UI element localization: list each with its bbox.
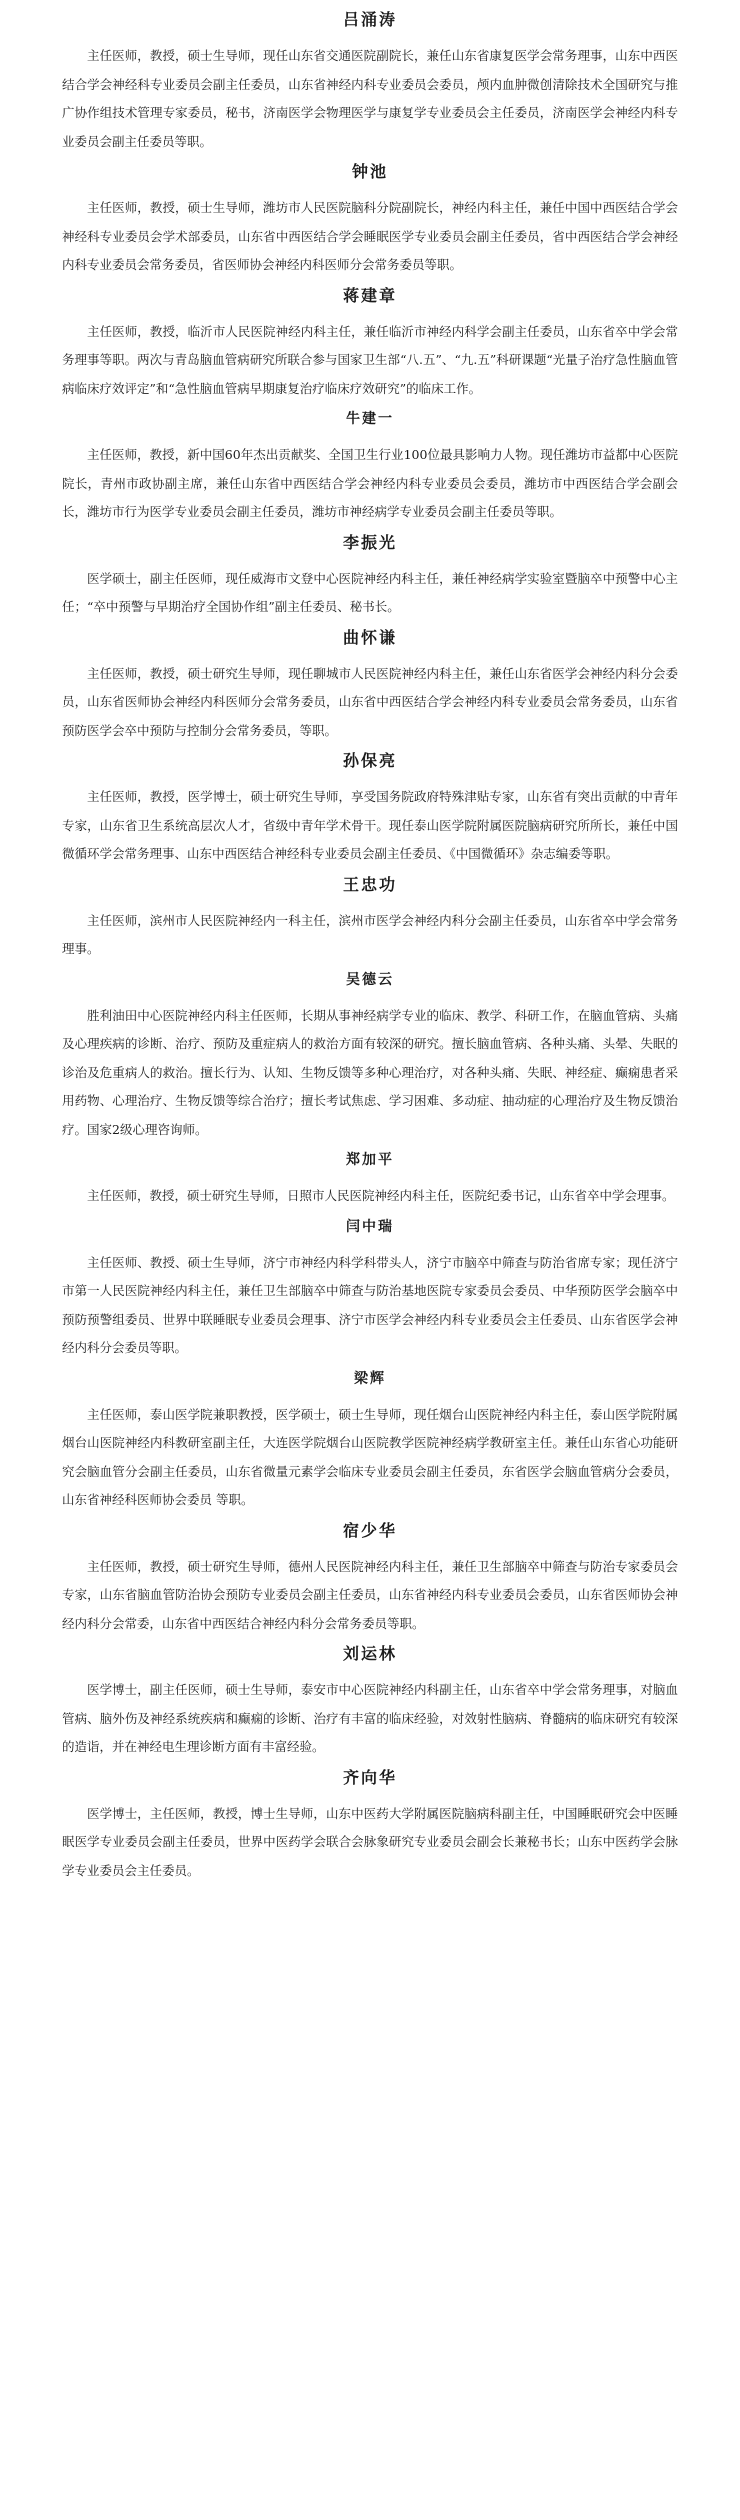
profile-name: 孙保亮 (342, 751, 397, 770)
profile-entry (62, 751, 678, 869)
profile-bio: 医学博士，主任医师，教授，博士生导师，山东中医药大学附属医院脑病科副主任，中国睡眠研究会中医睡眠医学专业委员会副主任委员，世界中医药学会联合会脉象研究专业委员会副会长兼秘书长；山东中医药学会脉学专业委员会主任委员。 (62, 1805, 678, 1878)
profile-bio: 主任医师，教授，医学博士，硕士研究生导师，享受国务院政府特殊津贴专家，山东省有突出贡献的中青年专家，山东省卫生系统高层次人才，省级中青年学术骨干。现任泰山医学院附属医院脑病研究所所长，兼任中国微循环学会常务理事、山东中西医结合神经科专业委员会副主任委员、《中国微循环》杂志编委等职。 (62, 789, 678, 861)
profile-entry (62, 533, 678, 622)
profile-bio: 主任医师，教授，硕士生导师，现任山东省交通医院副院长，兼任山东省康复医学会常务理事，山东中西医结合学会神经科专业委员会副主任委员，山东省神经内科专业委员会委员，颅内血肿微创清除技术全国研究与推广协作组技术管理专家委员，秘书，济南医学会物理医学与康复学专业委员会主任委员，济南医学会神经内科专业委员会副主任委员等职。 (62, 48, 678, 149)
profile-entry (62, 1644, 678, 1762)
profile-name: 牛建一 (346, 411, 394, 427)
profile-bio: 主任医师，滨州市人民医院神经内一科主任，滨州市医学会神经内科分会副主任委员，山东省卒中学会常务理事。 (62, 912, 678, 956)
profile-entry (62, 10, 678, 156)
profile-bio: 胜利油田中心医院神经内科主任医师，长期从事神经病学专业的临床、教学、科研工作，在脑血管病、头痛及心理疾病的诊断、治疗、预防及重症病人的救治方面有较深的研究。擅长脑血管病、各种头痛、头晕、失眠的诊治及危重病人的救治。擅长行为、认知、生物反馈等多种心理治疗，对各种头痛、失眠、神经症、癫痫患者采用药物、心理治疗、生物反馈等综合治疗；擅长考试焦虑、学习困难、多动症、抽动症的心理治疗及生物反馈治疗。国家2级心理咨询师。 (62, 1007, 678, 1137)
profile-bio: 主任医师、教授、硕士生导师，济宁市神经内科学科带头人，济宁市脑卒中筛查与防治省席专家；现任济宁市第一人民医院神经内科主任，兼任卫生部脑卒中筛查与防治基地医院专家委员会委员、中华预防医学会脑卒中预防预警组委员、世界中联睡眠专业委员会理事、济宁市医学会神经内科专业委员会主任委员、山东省医学会神经内科分会委员等职。 (62, 1254, 678, 1355)
profile-name: 吕涌涛 (342, 10, 397, 29)
profile-name: 宿少华 (342, 1520, 397, 1540)
profile-entry (62, 1150, 678, 1211)
profile-name: 闫中瑞 (346, 1218, 394, 1235)
profile-entry (62, 1768, 678, 1886)
profile-entry (62, 286, 678, 404)
profile-name: 王忠功 (342, 874, 397, 894)
profile-name: 齐向华 (342, 1767, 397, 1787)
profile-name: 李振光 (342, 532, 397, 552)
profile-bio: 医学硕士，副主任医师，现任威海市文登中心医院神经内科主任，兼任神经病学实验室暨脑卒中预警中心主任；“卒中预警与早期治疗全国协作组”副主任委员、秘书长。 (62, 570, 678, 614)
profile-bio: 主任医师，教授，硕士研究生导师，日照市人民医院神经内科主任，医院纪委书记，山东省卒中学会理事。 (87, 1188, 675, 1203)
profile-name: 蒋建章 (342, 285, 397, 305)
profile-bio: 主任医师，教授，硕士研究生导师，现任聊城市人民医院神经内科主任，兼任山东省医学会神经内科分会委员，山东省医师协会神经内科医师分会常务委员，山东省中西医结合学会神经内科专业委员会常务委员，山东省预防医学会卒中预防与控制分会常务委员，等职。 (62, 665, 678, 738)
profile-entry (62, 1217, 678, 1363)
profile-bio: 主任医师，教授，临沂市人民医院神经内科主任，兼任临沂市神经内科学会副主任委员，山东省卒中学会常务理事等职。两次与青岛脑血管病研究所联合参与国家卫生部“八.五”、“九.五”科研课题“光量子治疗急性脑血管病临床疗效评定”和“急性脑血管病早期康复治疗临床疗效研究”的临床工作。 (62, 323, 678, 396)
profile-name: 钟池 (351, 162, 388, 181)
profile-entry (62, 970, 678, 1145)
profile-entry (62, 628, 678, 746)
profile-name: 吴德云 (346, 971, 394, 988)
profile-entry (62, 1521, 678, 1639)
profile-name: 刘运林 (342, 1644, 397, 1663)
profile-name: 曲怀谦 (342, 627, 397, 647)
profile-bio: 主任医师，泰山医学院兼职教授，医学硕士，硕士生导师，现任烟台山医院神经内科主任，泰山医学院附属烟台山医院神经内科教研室副主任，大连医学院烟台山医院教学医院神经病学教研室主任。兼任山东省心功能研究会脑血管分会副主任委员，山东省微量元素学会临床专业委员会副主任委员，东省医学会脑血管病分会委员，山东省神经科医师协会委员 等职。 (62, 1406, 678, 1507)
profile-entry (62, 875, 678, 964)
profile-bio: 主任医师，教授，硕士研究生导师，德州人民医院神经内科主任，兼任卫生部脑卒中筛查与防治专家委员会专家，山东省脑血管防治协会预防专业委员会副主任委员，山东省神经内科专业委员会委员，山东省医师协会神经内科分会常委，山东省中西医结合神经内科分会常务委员等职。 (62, 1558, 678, 1631)
profile-entry (62, 1369, 678, 1515)
profile-name: 梁辉 (354, 1370, 386, 1387)
profile-bio: 医学博士，副主任医师，硕士生导师，泰安市中心医院神经内科副主任，山东省卒中学会常务理事，对脑血管病、脑外伤及神经系统疾病和癫痫的诊断、治疗有丰富的临床经验，对效射性脑病、脊髓病的临床研究有较深的造诣，并在神经电生理诊断方面有丰富经验。 (62, 1682, 678, 1754)
profile-entry (62, 162, 678, 280)
profile-name: 郑加平 (346, 1152, 394, 1168)
profile-entry (62, 409, 678, 527)
profile-bio: 主任医师，教授，新中国60年杰出贡献奖、全国卫生行业100位最具影响力人物。现任潍坊市益都中心医院院长，青州市政协副主席，兼任山东省中西医结合学会神经内科专业委员会委员，潍坊市中西医结合学会副会长，潍坊市行为医学专业委员会副主任委员，潍坊市神经病学专业委员会副主任委员等职。 (62, 447, 678, 519)
profile-bio: 主任医师，教授，硕士生导师，潍坊市人民医院脑科分院副院长，神经内科主任，兼任中国中西医结合学会神经科专业委员会学术部委员，山东省中西医结合学会睡眠医学专业委员会副主任委员，省中西医结合学会神经内科专业委员会常务委员，省医师协会神经内科医师分会常务委员等职。 (62, 200, 678, 272)
